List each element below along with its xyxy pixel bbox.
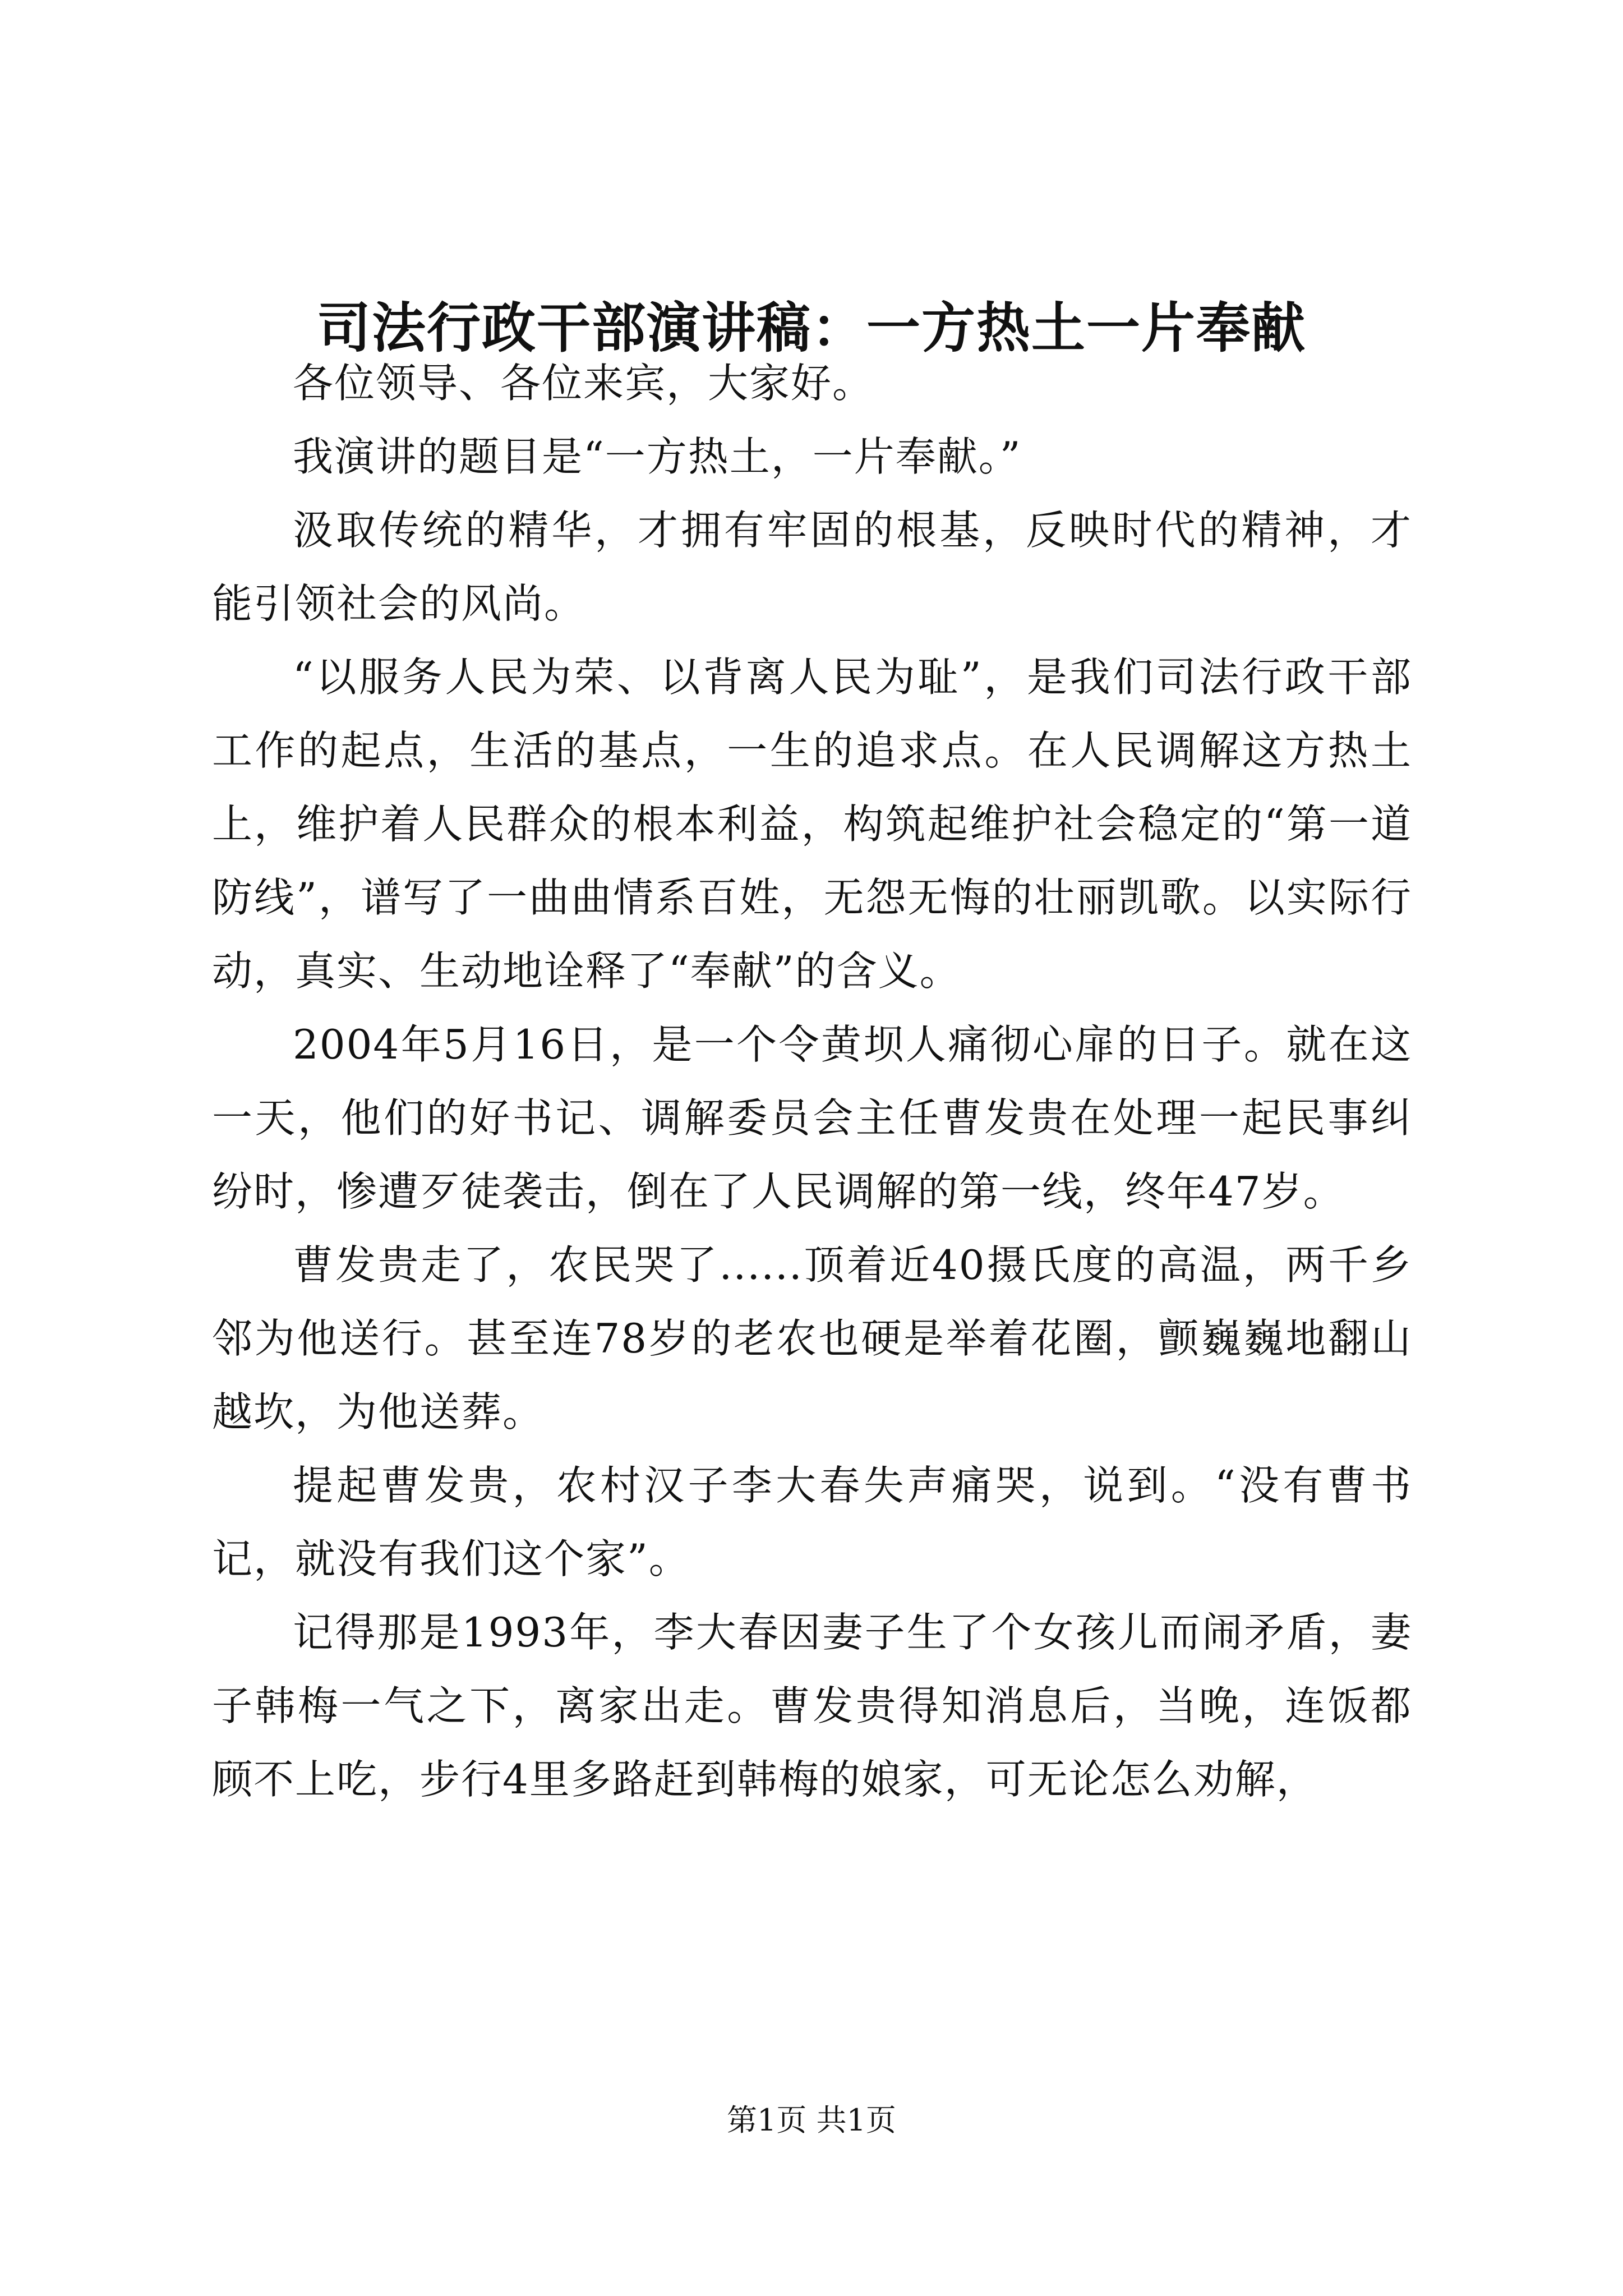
paragraph: 汲取传统的精华，才拥有牢固的根基，反映时代的精神，才能引领社会的风尚。 bbox=[212, 507, 1412, 627]
document-body bbox=[212, 347, 1412, 1816]
page-title: 司法行政干部演讲稿：一方热土一片奉献 bbox=[317, 296, 1306, 360]
paragraph: 2004年5月16日，是一个令黄坝人痛彻心扉的日子。就在这一天，他们的好书记、调解委员会主任曹发贵在处理一起民事纠纷时，惨遭歹徒袭击，倒在了人民调解的第一线，终年47岁。 bbox=[212, 1021, 1412, 1215]
paragraph: 提起曹发贵，农村汉子李大春失声痛哭，说到。“没有曹书记，就没有我们这个家”。 bbox=[212, 1462, 1412, 1582]
paragraph: 记得那是1993年，李大春因妻子生了个女孩儿而闹矛盾，妻子韩梅一气之下，离家出走。曹发贵得知消息后，当晚，连饭都顾不上吃，步行4里多路赶到韩梅的娘家，可无论怎么劝解， bbox=[212, 1609, 1412, 1803]
paragraph: “以服务人民为荣、以背离人民为耻”，是我们司法行政干部工作的起点，生活的基点，一生的追求点。在人民调解这方热土上，维护着人民群众的根本利益，构筑起维护社会稳定的“第一道防线”，谱写了一曲曲情系百姓，无怨无悔的壮丽凯歌。以实际行动，真实、生动地诠释了“奉献”的含义。 bbox=[212, 654, 1412, 995]
paragraph: 各位领导、各位来宾，大家好。 bbox=[293, 360, 874, 407]
page-footer: 第1页 共1页 bbox=[727, 2102, 896, 2138]
paragraph: 我演讲的题目是“一方热土，一片奉献。” bbox=[293, 433, 1022, 480]
paragraph: 曹发贵走了，农民哭了......顶着近40摄氏度的高温，两千乡邻为他送行。甚至连78岁的老农也硬是举着花圈，颤巍巍地翻山越坎，为他送葬。 bbox=[212, 1241, 1412, 1435]
